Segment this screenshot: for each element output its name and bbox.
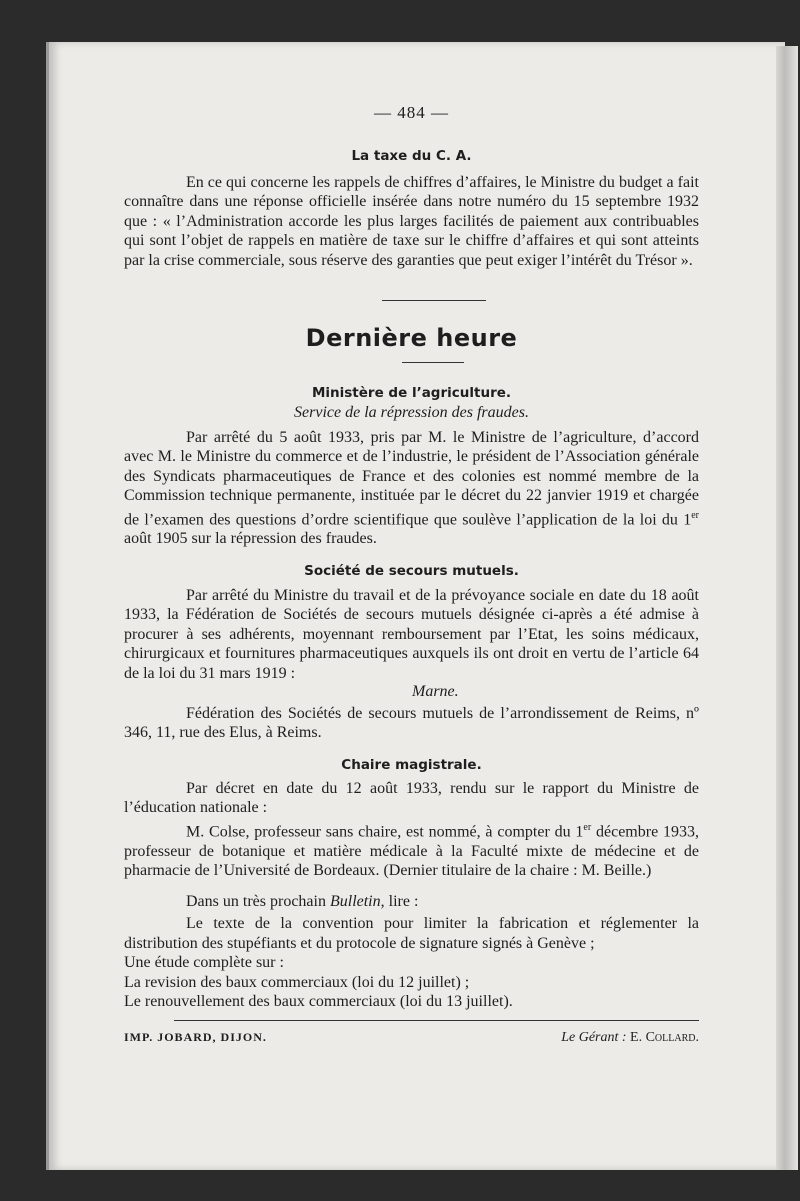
- footer-gerant: Le Gérant : E. Collard.: [561, 1030, 699, 1045]
- bulletin-item-revision: La revision des baux commerciaux (loi du 12 juillet) ;: [124, 973, 470, 991]
- footer-rule: [174, 1020, 699, 1021]
- section-title-chaire: Chaire magistrale.: [341, 757, 482, 773]
- region-marne: Marne.: [412, 683, 459, 700]
- paragraph-agriculture-text: Par arrêté du 5 août 1933, pris par M. le Ministre de l’agriculture, d’accord avec M. le Ministre du commerce et de l’industrie, le président de l’Association générale des Syndicats pharmaceutiques de France et des colonies est nommé membre de la Commission technique permanente, instituée par le décret du 22 janvier 1919 et chargée de l’examen des questions d’ordre scientifique que soulève l’application de la loi du 1er août 1905 sur la répression des fraudes.: [124, 429, 699, 548]
- paragraph-chaire: [124, 779, 699, 880]
- paragraph-taxe-text: En ce qui concerne les rappels de chiffres d’affaires, le Ministre du budget a fait connaître dans une réponse officielle insérée dans notre numéro du 15 septembre 1932 que : « l’Administration accorde les plus larges facilités de paiement aux contribuables qui sont l’objet de rappels en matière de taxe sur le chiffre d’affaires et qui sont atteints par la crise commerciale, sous réserve des garanties que peut exiger l’intérêt du Trésor ».: [124, 174, 699, 269]
- section-title-taxe: La taxe du C. A.: [351, 148, 472, 164]
- paragraph-federation: [124, 704, 699, 743]
- divider-under-headline: [402, 362, 464, 363]
- section-title-agriculture: Ministère de l’agriculture.: [311, 385, 512, 401]
- paragraph-federation-text: Fédération des Sociétés de secours mutuels de l’arrondissement de Reims, nº 346, 11, rue des Elus, à Reims.: [124, 705, 699, 742]
- section-subtitle-fraudes: Service de la répression des fraudes.: [294, 404, 529, 421]
- paragraph-chaire-colse: M. Colse, professeur sans chaire, est nommé, à compter du 1er décembre 1933, professeur de botanique et matière médicale à la Faculté mixte de médecine et de pharmacie de l’Université de Bordeaux. (Dernier titulaire de la chaire : M. Beille.): [124, 821, 699, 879]
- divider-short: [382, 300, 486, 301]
- page-number: — 484 —: [374, 103, 449, 122]
- bulletin-item-etude: Une étude complète sur :: [124, 954, 284, 972]
- footer-printer: IMP. JOBARD, DIJON.: [124, 1030, 267, 1044]
- bulletin-item-convention: Le texte de la convention pour limiter la fabrication et réglementer la distribution des stupéfiants et du protocole de signature signés à Genève ;: [124, 915, 699, 952]
- bulletin-intro: Dans un très prochain Bulletin, lire :: [186, 893, 419, 910]
- headline-derniere-heure: Dernière heure: [305, 324, 518, 352]
- paragraph-agriculture: [124, 428, 699, 549]
- bulletin-item-renouvellement: Le renouvellement des baux commerciaux (loi du 13 juillet).: [124, 993, 513, 1011]
- paragraph-secours: [124, 586, 699, 683]
- section-title-secours: Société de secours mutuels.: [304, 563, 519, 579]
- paragraph-taxe: [124, 173, 699, 270]
- paragraph-bulletin: [124, 892, 699, 1011]
- paragraph-chaire-decret: Par décret en date du 12 août 1933, rendu sur le rapport du Ministre de l’éducation nationale :: [124, 780, 699, 817]
- paragraph-secours-text: Par arrêté du Ministre du travail et de la prévoyance sociale en date du 18 août 1933, la Fédération de Sociétés de secours mutuels désignée ci-après a été admise à procurer à ses adhérents, moyennant remboursement par l’Etat, les soins médicaux, chirurgicaux et fournitures pharmaceutiques auxquels ils ont droit en vertu de l’article 64 de la loi du 31 mars 1919 :: [124, 587, 699, 682]
- page-edge: [776, 46, 798, 1170]
